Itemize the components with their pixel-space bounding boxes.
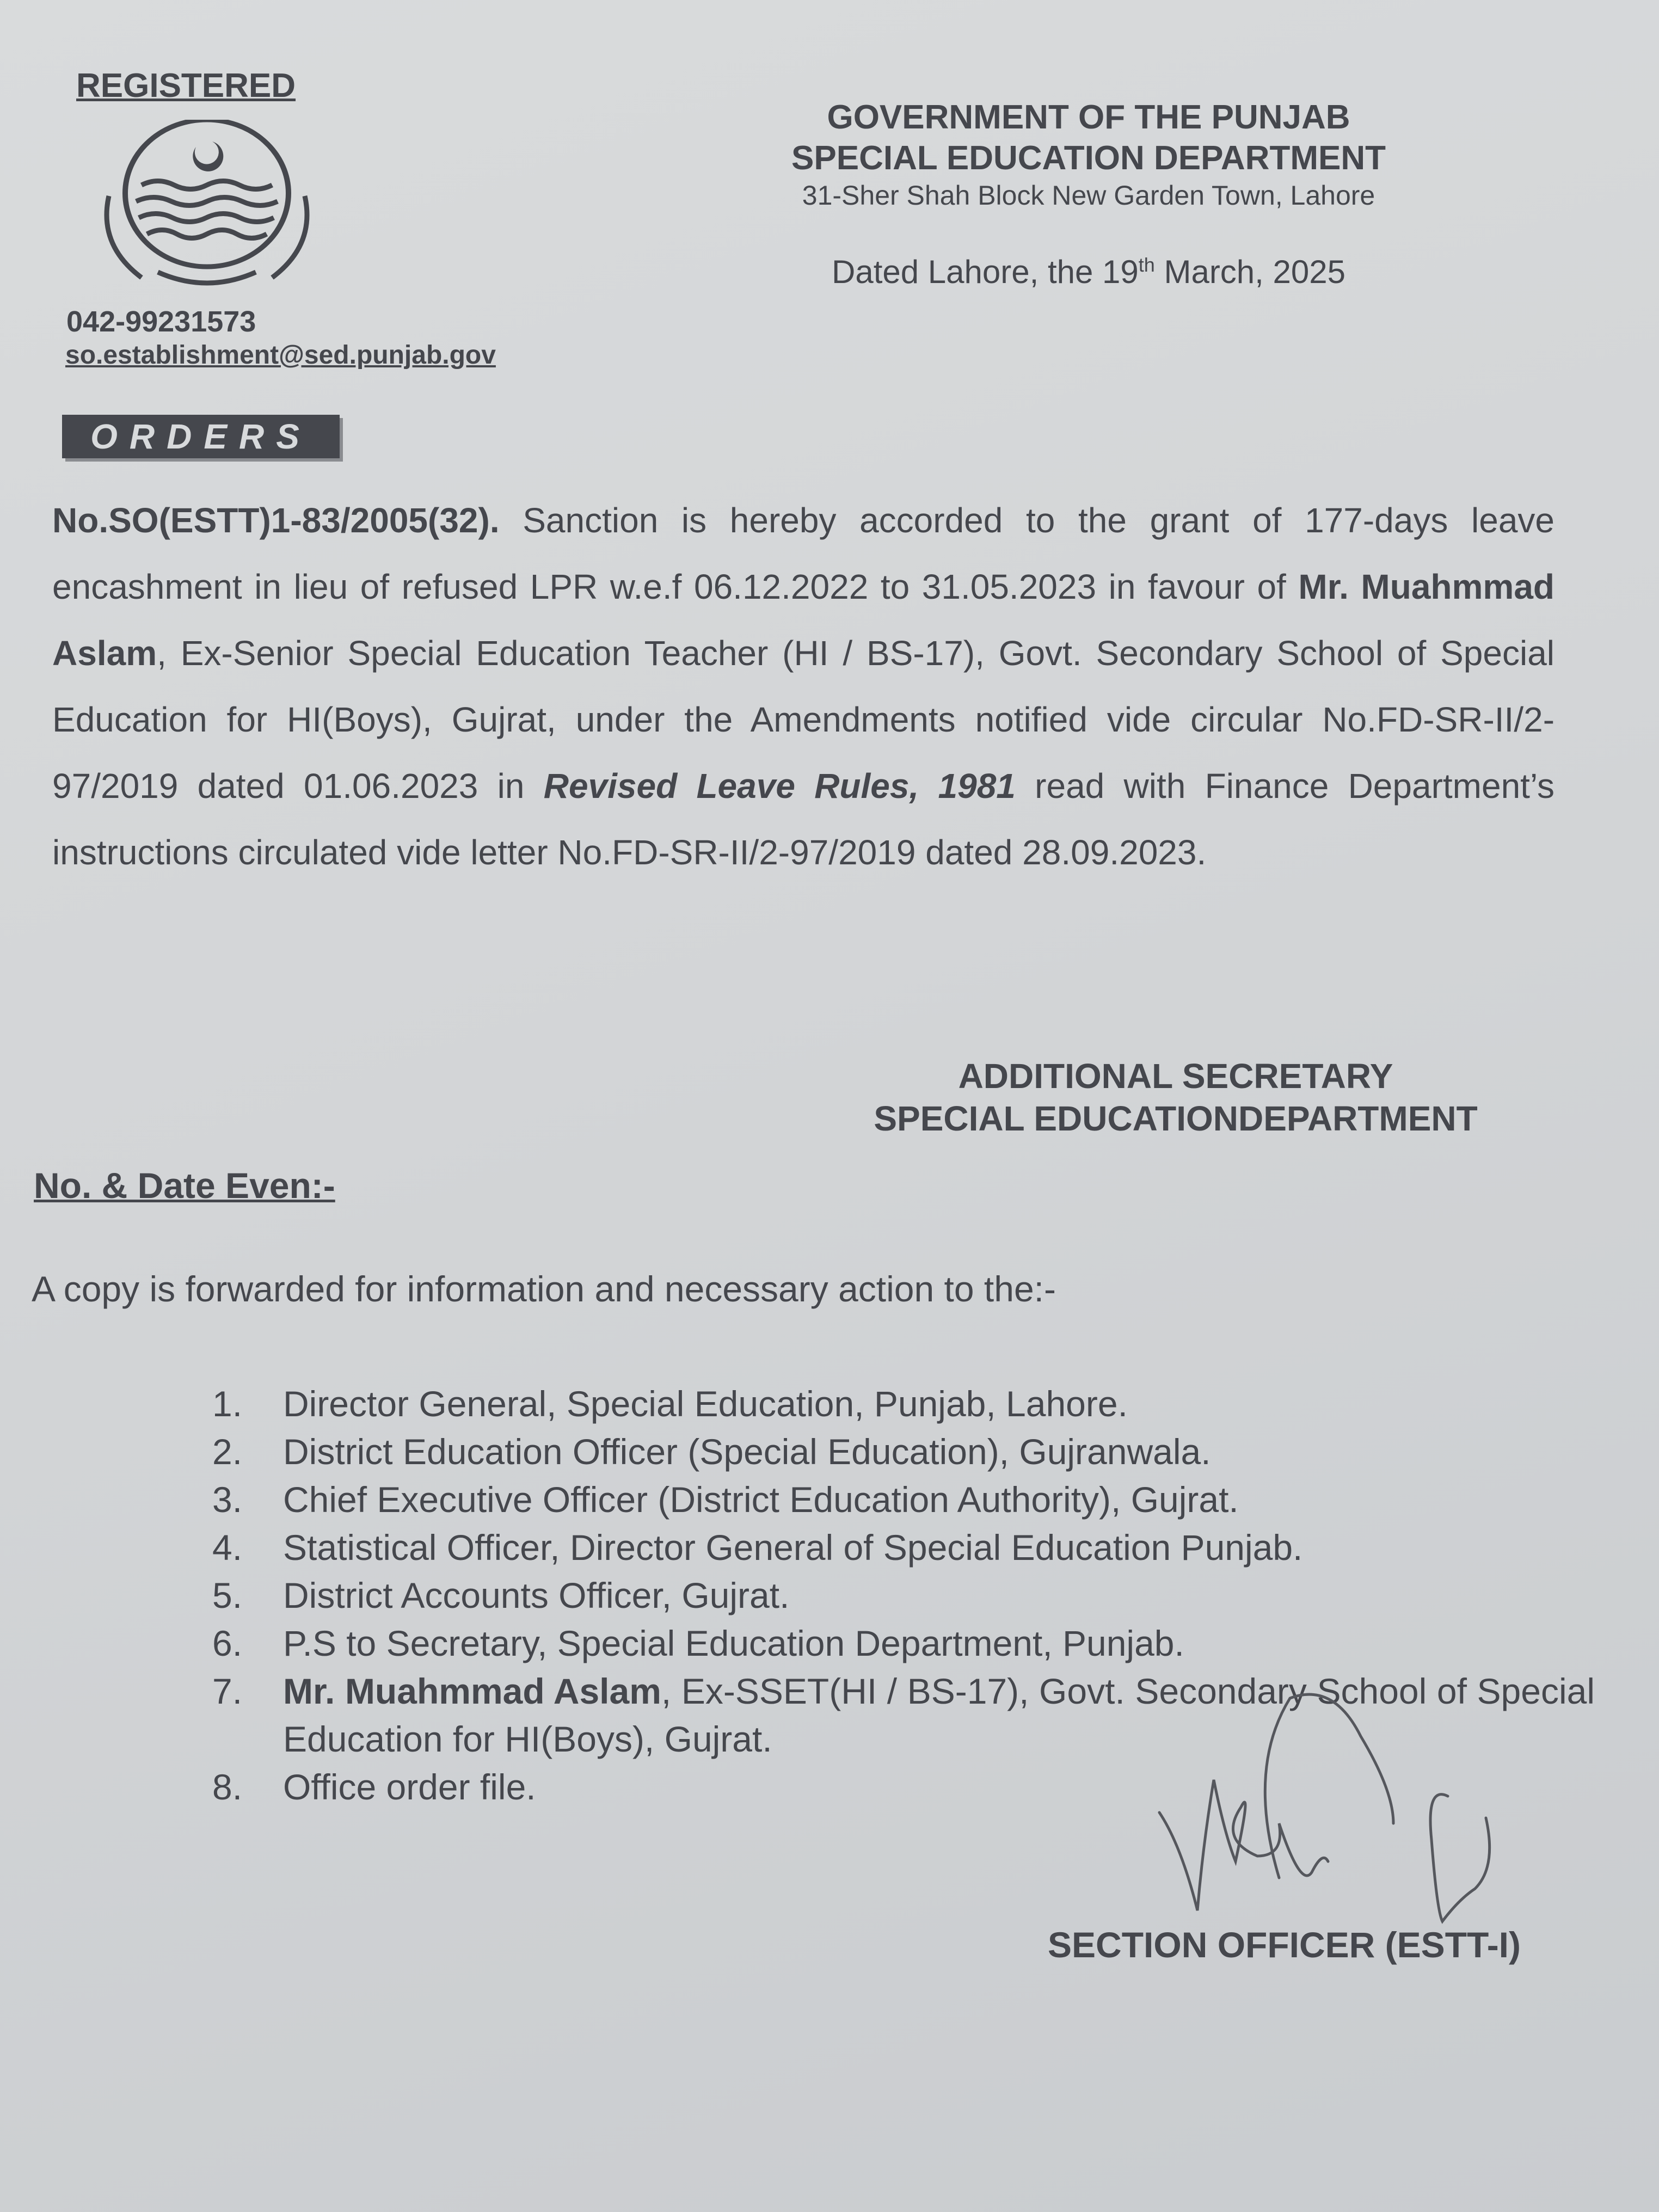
- copy-forwarded-text: A copy is forwarded for information and necessary action to the:-: [32, 1269, 1056, 1309]
- list-number: 8.: [212, 1767, 243, 1807]
- punjab-government-seal-icon: [87, 120, 327, 294]
- list-number: 3.: [212, 1479, 243, 1520]
- list-item: [212, 1476, 1595, 1523]
- list-number: 6.: [212, 1623, 243, 1663]
- order-text-1: Sanction is hereby accorded to the grant of 177-days leave encashment in lieu of refused LPR w.e.f 06.12.2022 to 31.05.2023 in favour of: [52, 501, 1554, 606]
- email-address: so.establishment@sed.punjab.gov: [65, 341, 496, 370]
- list-text: Director General, Special Education, Punjab, Lahore.: [283, 1384, 1128, 1424]
- list-text: Statistical Officer, Director General of Special Education Punjab.: [283, 1527, 1303, 1568]
- list-text: Office order file.: [283, 1767, 536, 1807]
- dated-prefix: Dated Lahore, the 19: [832, 254, 1139, 290]
- phone-number: 042-99231573: [66, 305, 256, 338]
- employee-name: Mr. Muahmmad Aslam: [52, 567, 1555, 673]
- list-text: Chief Executive Officer (District Education Authority), Gujrat.: [283, 1479, 1239, 1520]
- list-number: 7.: [212, 1671, 243, 1711]
- department-address: 31-Sher Shah Block New Garden Town, Lahore: [802, 180, 1375, 211]
- recipient-detail: , Ex-SSET(HI / BS-17), Govt. Secondary School of Special Education for HI(Boys), Gujrat.: [283, 1671, 1595, 1759]
- dated-line: [708, 253, 1470, 291]
- registered-label: REGISTERED: [76, 67, 296, 105]
- list-number: 4.: [212, 1527, 243, 1568]
- signatory-department: SPECIAL EDUCATIONDEPARTMENT: [874, 1099, 1478, 1138]
- list-item: [212, 1428, 1595, 1476]
- order-text-2: , Ex-Senior Special Education Teacher (HI / BS-17), Govt. Secondary School of Special Education for HI(Boys), Gujrat, under the Amendments notified vide circular No.FD-SR-II/2-97/2019 dated 01.06.2023 in: [52, 634, 1554, 806]
- list-item: [212, 1619, 1595, 1667]
- signatory-title: ADDITIONAL SECRETARY: [958, 1056, 1393, 1096]
- orders-heading: ORDERS: [62, 415, 340, 458]
- department-title: SPECIAL EDUCATION DEPARTMENT: [791, 139, 1386, 177]
- rules-name: Revised Leave Rules, 1981: [543, 766, 1016, 806]
- handwritten-signature: [1143, 1687, 1524, 1938]
- list-number: 1.: [212, 1384, 243, 1424]
- list-text: District Education Officer (Special Education), Gujranwala.: [283, 1431, 1211, 1472]
- list-text: P.S to Secretary, Special Education Department, Punjab.: [283, 1623, 1184, 1663]
- dated-sup: th: [1138, 254, 1155, 276]
- list-number: 2.: [212, 1431, 243, 1472]
- recipient-name: Mr. Muahmmad Aslam: [283, 1671, 661, 1711]
- dated-suffix: March, 2025: [1154, 254, 1345, 290]
- list-item: [212, 1571, 1595, 1619]
- list-number: 5.: [212, 1575, 243, 1615]
- list-item: [212, 1380, 1595, 1428]
- list-text: District Accounts Officer, Gujrat.: [283, 1575, 790, 1615]
- section-officer-title: SECTION OFFICER (ESTT-I): [1048, 1925, 1521, 1965]
- order-text-3: read with Finance Department’s instructions circulated vide letter No.FD-SR-II/2-97/2019 dated 28.09.2023.: [52, 766, 1555, 872]
- order-body: [52, 487, 1554, 886]
- government-title: GOVERNMENT OF THE PUNJAB: [827, 99, 1350, 136]
- no-date-even-label: No. & Date Even:-: [34, 1165, 335, 1206]
- order-reference: No.SO(ESTT)1-83/2005(32).: [52, 501, 500, 540]
- list-item: [212, 1523, 1595, 1571]
